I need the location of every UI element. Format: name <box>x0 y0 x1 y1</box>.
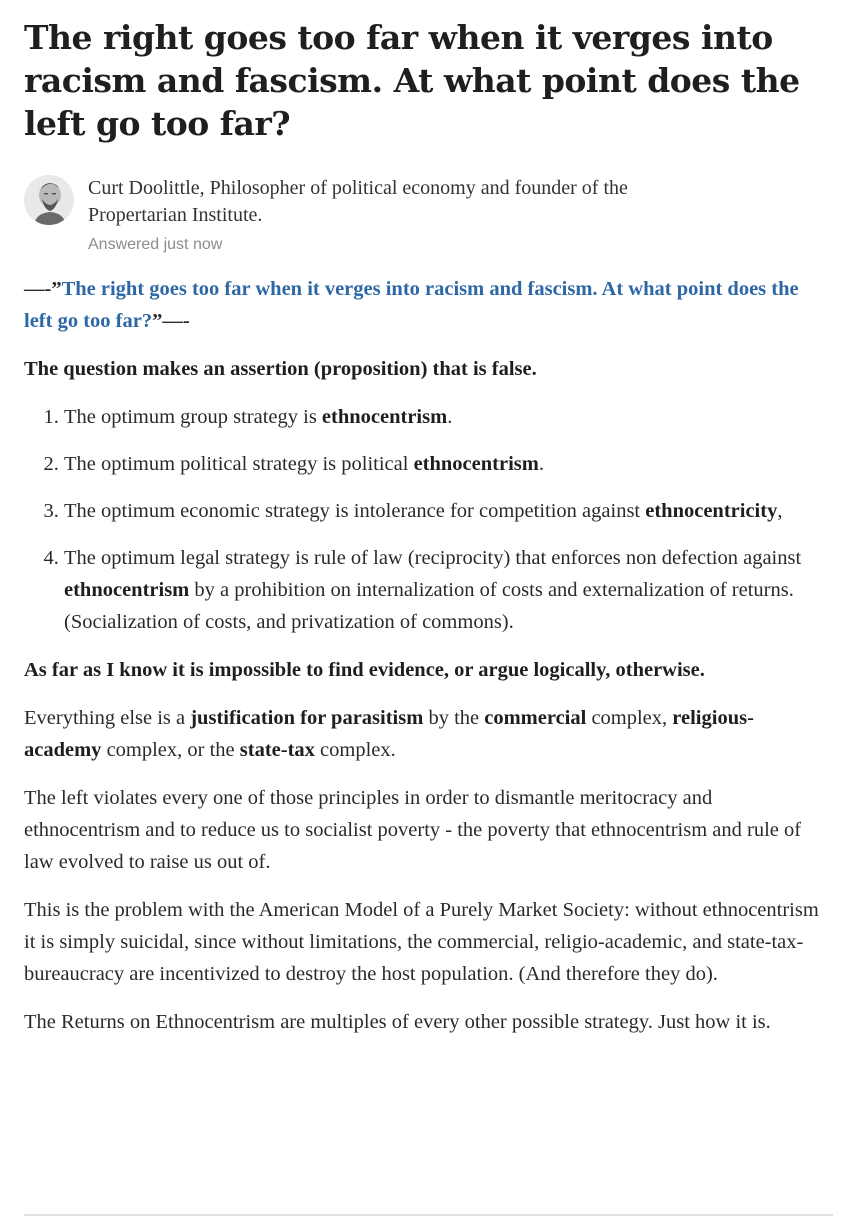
list-item-text-end: , <box>777 500 783 522</box>
list-item <box>64 448 827 480</box>
thesis-statement <box>24 353 827 385</box>
answered-timestamp[interactable]: Answered just now <box>88 236 223 253</box>
returns-paragraph: The Returns on Ethnocentrism are multiples of every other possible strategy. Just how it is. <box>24 1011 771 1033</box>
quoted-question <box>24 273 827 337</box>
claim-text: As far as I know it is impossible to find evidence, or argue logically, otherwise. <box>24 659 705 681</box>
answer-body <box>24 273 827 1038</box>
left-paragraph: The left violates every one of those principles in order to dismantle meritocracy and ethnocentrism and to reduce us to socialist poverty - the poverty that ethnocentrism and rule of law evolved to raise us out of. <box>24 787 802 873</box>
list-item-text: The optimum group strategy is <box>64 406 322 428</box>
thesis-text: The question makes an assertion (proposition) that is false. <box>24 358 537 380</box>
list-item-text: The optimum legal strategy is rule of law (reciprocity) that enforces non defection against <box>64 547 802 569</box>
quote-suffix: ”—- <box>152 310 190 332</box>
list-item-text-end: . <box>538 453 544 475</box>
list-item <box>64 542 827 638</box>
bottom-divider <box>24 1214 833 1216</box>
paragraph-text: complex, <box>586 707 673 729</box>
list-item-text-end: . <box>447 406 453 428</box>
emphasis-state-tax: state-tax <box>239 739 315 761</box>
quote-prefix: —-” <box>24 278 62 300</box>
list-item-text-end: by a prohibition on internalization of costs and externalization of returns.(Socialization of costs, and privatization of commons). <box>64 579 794 633</box>
author-header <box>24 175 827 265</box>
paragraph-text: Everything else is a <box>24 707 191 729</box>
author-credential-line-1: Curt Doolittle, Philosopher of political economy and founder of the <box>88 177 628 199</box>
author-avatar-icon <box>24 175 74 225</box>
claim-paragraph <box>24 654 827 686</box>
paragraph-text: complex, or the <box>101 739 240 761</box>
emphasis-commercial: commercial <box>484 707 587 729</box>
list-item-emphasis: ethnocentrism <box>321 406 448 428</box>
quoted-question-link[interactable]: The right goes too far when it verges into racism and fascism. At what point does the left go too far? <box>24 278 799 332</box>
author-credential[interactable] <box>88 175 788 229</box>
list-item <box>64 495 827 527</box>
emphasis-religious-academy: religious-academy <box>24 707 754 761</box>
list-item-text: The optimum economic strategy is intolerance for competition against <box>64 500 646 522</box>
strategy-list <box>24 401 827 638</box>
emphasis-parasitism: justification for parasitism <box>190 707 424 729</box>
paragraph-text: by the <box>423 707 485 729</box>
author-info <box>88 175 788 254</box>
problem-paragraph: This is the problem with the American Model of a Purely Market Society: without ethnocentrism it is simply suicidal, since without limitations, the commercial, religio-academic, and state-tax-bureaucracy are incentivized to destroy the host population. (And therefore they do). <box>24 899 819 985</box>
list-item-emphasis: ethnocentricity <box>645 500 778 522</box>
author-credential-line-2: Propertarian Institute. <box>88 204 263 226</box>
author-avatar[interactable] <box>24 175 74 225</box>
list-item-emphasis: ethnocentrism <box>413 453 539 475</box>
list-item-emphasis: ethnocentrism <box>64 579 190 601</box>
list-item <box>64 401 827 433</box>
question-title[interactable]: The right goes too far when it verges into racism and fascism. At what point does the left go too far? <box>24 18 800 143</box>
everything-else-paragraph <box>24 702 827 766</box>
list-item-text: The optimum political strategy is political <box>64 453 414 475</box>
paragraph-text: complex. <box>314 739 396 761</box>
